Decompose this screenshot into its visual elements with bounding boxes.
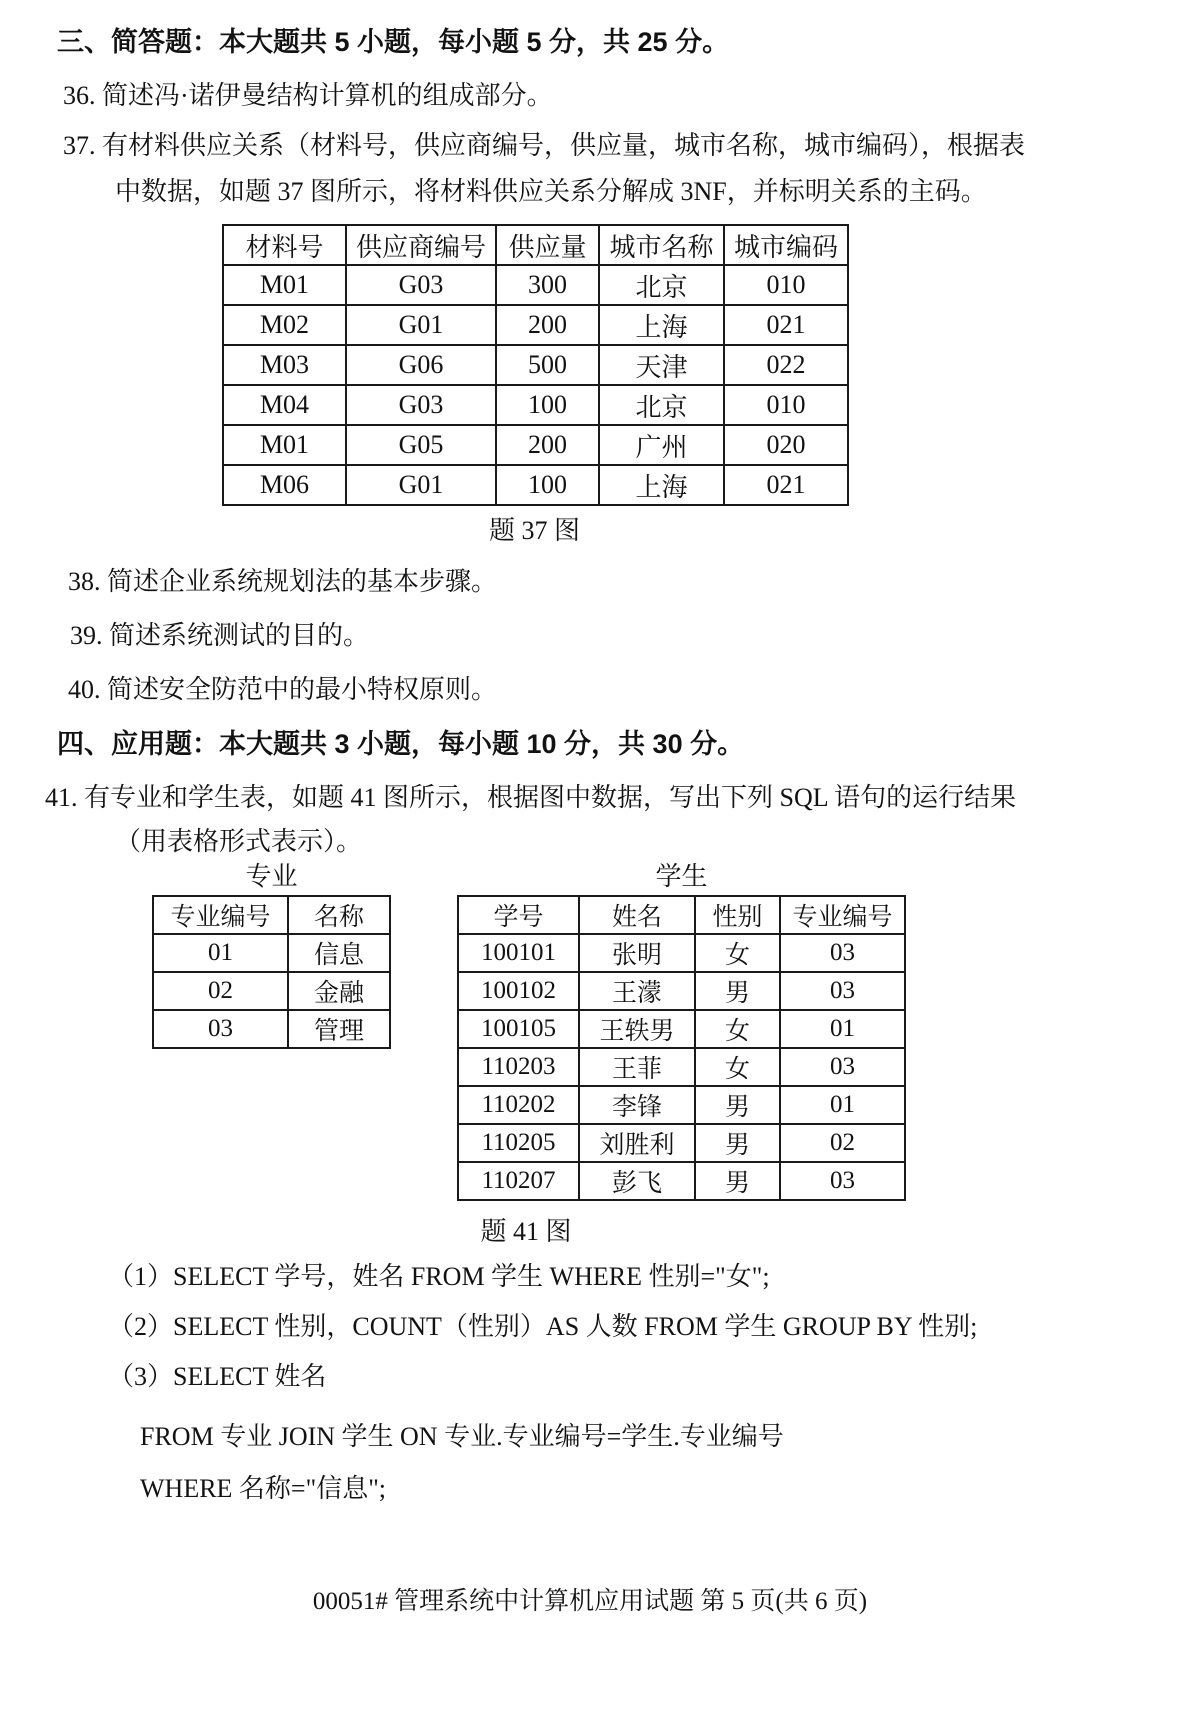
table-cell: M03 bbox=[223, 345, 346, 385]
student-table-block bbox=[457, 860, 906, 1201]
table-row bbox=[153, 972, 390, 1010]
table-cell: 王菲 bbox=[579, 1048, 695, 1086]
table-header-cell: 材料号 bbox=[223, 225, 346, 265]
student-table-title: 学生 bbox=[655, 862, 708, 891]
table-cell: 100101 bbox=[458, 934, 579, 972]
table-cell: 01 bbox=[780, 1010, 905, 1048]
sql-statement-3-from: FROM 专业 JOIN 学生 ON 专业.专业编号=学生.专业编号 bbox=[140, 1422, 784, 1451]
question-36: 36. 简述冯·诺伊曼结构计算机的组成部分。 bbox=[63, 81, 553, 110]
major-table-block bbox=[152, 860, 391, 1049]
table-header-cell: 城市编码 bbox=[724, 225, 848, 265]
table-header-cell: 学号 bbox=[458, 896, 579, 934]
figure-41 bbox=[152, 860, 1180, 1201]
table-header-row bbox=[458, 896, 905, 934]
table-cell: G03 bbox=[346, 265, 496, 305]
table-cell: 男 bbox=[695, 1162, 780, 1200]
table-cell: 110202 bbox=[458, 1086, 579, 1124]
table-cell: G03 bbox=[346, 385, 496, 425]
table-cell: 刘胜利 bbox=[579, 1124, 695, 1162]
table-cell: 张明 bbox=[579, 934, 695, 972]
section3-header: 三、简答题：本大题共 5 小题，每小题 5 分，共 25 分。 bbox=[57, 27, 730, 57]
table-row bbox=[223, 385, 848, 425]
table-cell: M01 bbox=[223, 265, 346, 305]
table-cell: 女 bbox=[695, 934, 780, 972]
table-cell: 200 bbox=[496, 425, 599, 465]
table-header-cell: 供应商编号 bbox=[346, 225, 496, 265]
table-cell: 02 bbox=[780, 1124, 905, 1162]
question-41-line2: （用表格形式表示）。 bbox=[115, 827, 363, 856]
question-40: 40. 简述安全防范中的最小特权原则。 bbox=[68, 675, 498, 704]
table-cell: 李锋 bbox=[579, 1086, 695, 1124]
table-cell: 300 bbox=[496, 265, 599, 305]
table-cell: 上海 bbox=[599, 465, 724, 505]
table-cell: 110203 bbox=[458, 1048, 579, 1086]
table-cell: 北京 bbox=[599, 265, 724, 305]
table-row bbox=[153, 1010, 390, 1048]
table-header-cell: 名称 bbox=[288, 896, 390, 934]
table-header-cell: 专业编号 bbox=[780, 896, 905, 934]
table-header-cell: 专业编号 bbox=[153, 896, 288, 934]
table-cell: 500 bbox=[496, 345, 599, 385]
table-cell: 021 bbox=[724, 465, 848, 505]
student-table bbox=[457, 895, 906, 1201]
question-39: 39. 简述系统测试的目的。 bbox=[70, 621, 370, 650]
table-cell: 020 bbox=[724, 425, 848, 465]
table-cell: 彭飞 bbox=[579, 1162, 695, 1200]
table-header-cell: 供应量 bbox=[496, 225, 599, 265]
question-38: 38. 简述企业系统规划法的基本步骤。 bbox=[68, 567, 498, 596]
table-cell: G01 bbox=[346, 465, 496, 505]
table-row bbox=[458, 1048, 905, 1086]
sql-statement-2: （2）SELECT 性别，COUNT（性别）AS 人数 FROM 学生 GROUP BY 性别; bbox=[108, 1312, 978, 1341]
table-cell: 110205 bbox=[458, 1124, 579, 1162]
table-row bbox=[458, 1162, 905, 1200]
table-cell: M04 bbox=[223, 385, 346, 425]
page-footer: 00051# 管理系统中计算机应用试题 第 5 页(共 6 页) bbox=[312, 1588, 868, 1615]
table-cell: 广州 bbox=[599, 425, 724, 465]
table-cell: G05 bbox=[346, 425, 496, 465]
section4-header: 四、应用题：本大题共 3 小题，每小题 10 分，共 30 分。 bbox=[57, 729, 745, 759]
table-cell: 100 bbox=[496, 385, 599, 425]
figure-41-caption: 题 41 图 bbox=[480, 1217, 572, 1246]
table-header-cell: 姓名 bbox=[579, 896, 695, 934]
table-cell: 女 bbox=[695, 1010, 780, 1048]
table-cell: 03 bbox=[780, 934, 905, 972]
table-cell: 天津 bbox=[599, 345, 724, 385]
table-cell: 男 bbox=[695, 1086, 780, 1124]
table-cell: 200 bbox=[496, 305, 599, 345]
table-header-cell: 城市名称 bbox=[599, 225, 724, 265]
table-cell: 021 bbox=[724, 305, 848, 345]
table-row bbox=[458, 1010, 905, 1048]
table-row bbox=[223, 305, 848, 345]
sql-statement-3: （3）SELECT 姓名 bbox=[108, 1362, 327, 1391]
table-cell: M01 bbox=[223, 425, 346, 465]
table-cell: 上海 bbox=[599, 305, 724, 345]
table-cell: 管理 bbox=[288, 1010, 390, 1048]
question-41-line1: 41. 有专业和学生表，如题 41 图所示，根据图中数据，写出下列 SQL 语句的运行结果 bbox=[45, 783, 1017, 812]
table-row bbox=[223, 425, 848, 465]
table-row bbox=[223, 465, 848, 505]
table-cell: G01 bbox=[346, 305, 496, 345]
table-cell: 01 bbox=[153, 934, 288, 972]
table-cell: 010 bbox=[724, 385, 848, 425]
table-cell: M06 bbox=[223, 465, 346, 505]
table-row bbox=[458, 1124, 905, 1162]
table-cell: 02 bbox=[153, 972, 288, 1010]
figure-37-caption: 题 37 图 bbox=[488, 516, 580, 545]
table-cell: G06 bbox=[346, 345, 496, 385]
table-header-row bbox=[223, 225, 848, 265]
table-cell: 王濛 bbox=[579, 972, 695, 1010]
table-row bbox=[223, 345, 848, 385]
table-cell: 110207 bbox=[458, 1162, 579, 1200]
table-cell: 女 bbox=[695, 1048, 780, 1086]
table-cell: 男 bbox=[695, 1124, 780, 1162]
table-cell: 03 bbox=[780, 1048, 905, 1086]
table-cell: 金融 bbox=[288, 972, 390, 1010]
table-row bbox=[458, 934, 905, 972]
table-row bbox=[153, 934, 390, 972]
major-table-title: 专业 bbox=[245, 862, 298, 891]
table-cell: 男 bbox=[695, 972, 780, 1010]
material-supply-table bbox=[222, 224, 849, 506]
major-table bbox=[152, 895, 391, 1049]
table-cell: 100105 bbox=[458, 1010, 579, 1048]
table-cell: 100 bbox=[496, 465, 599, 505]
table-cell: 03 bbox=[780, 1162, 905, 1200]
table-cell: 022 bbox=[724, 345, 848, 385]
table-cell: 信息 bbox=[288, 934, 390, 972]
table-cell: 01 bbox=[780, 1086, 905, 1124]
table-cell: 03 bbox=[780, 972, 905, 1010]
table-row bbox=[223, 265, 848, 305]
table-row bbox=[458, 1086, 905, 1124]
table-cell: 100102 bbox=[458, 972, 579, 1010]
sql-statement-3-where: WHERE 名称="信息"; bbox=[140, 1474, 387, 1503]
table-cell: 03 bbox=[153, 1010, 288, 1048]
table-cell: 010 bbox=[724, 265, 848, 305]
question-37-line2: 中数据，如题 37 图所示，将材料供应关系分解成 3NF，并标明关系的主码。 bbox=[115, 177, 987, 206]
exam-page bbox=[0, 24, 1180, 1619]
table-row bbox=[458, 972, 905, 1010]
sql-statement-1: （1）SELECT 学号，姓名 FROM 学生 WHERE 性别="女"; bbox=[108, 1262, 770, 1291]
question-37-line1: 37. 有材料供应关系（材料号，供应商编号，供应量，城市名称，城市编码），根据表 bbox=[63, 131, 1026, 160]
table-header-row bbox=[153, 896, 390, 934]
table-cell: 北京 bbox=[599, 385, 724, 425]
table-cell: 王轶男 bbox=[579, 1010, 695, 1048]
table-header-cell: 性别 bbox=[695, 896, 780, 934]
table-cell: M02 bbox=[223, 305, 346, 345]
